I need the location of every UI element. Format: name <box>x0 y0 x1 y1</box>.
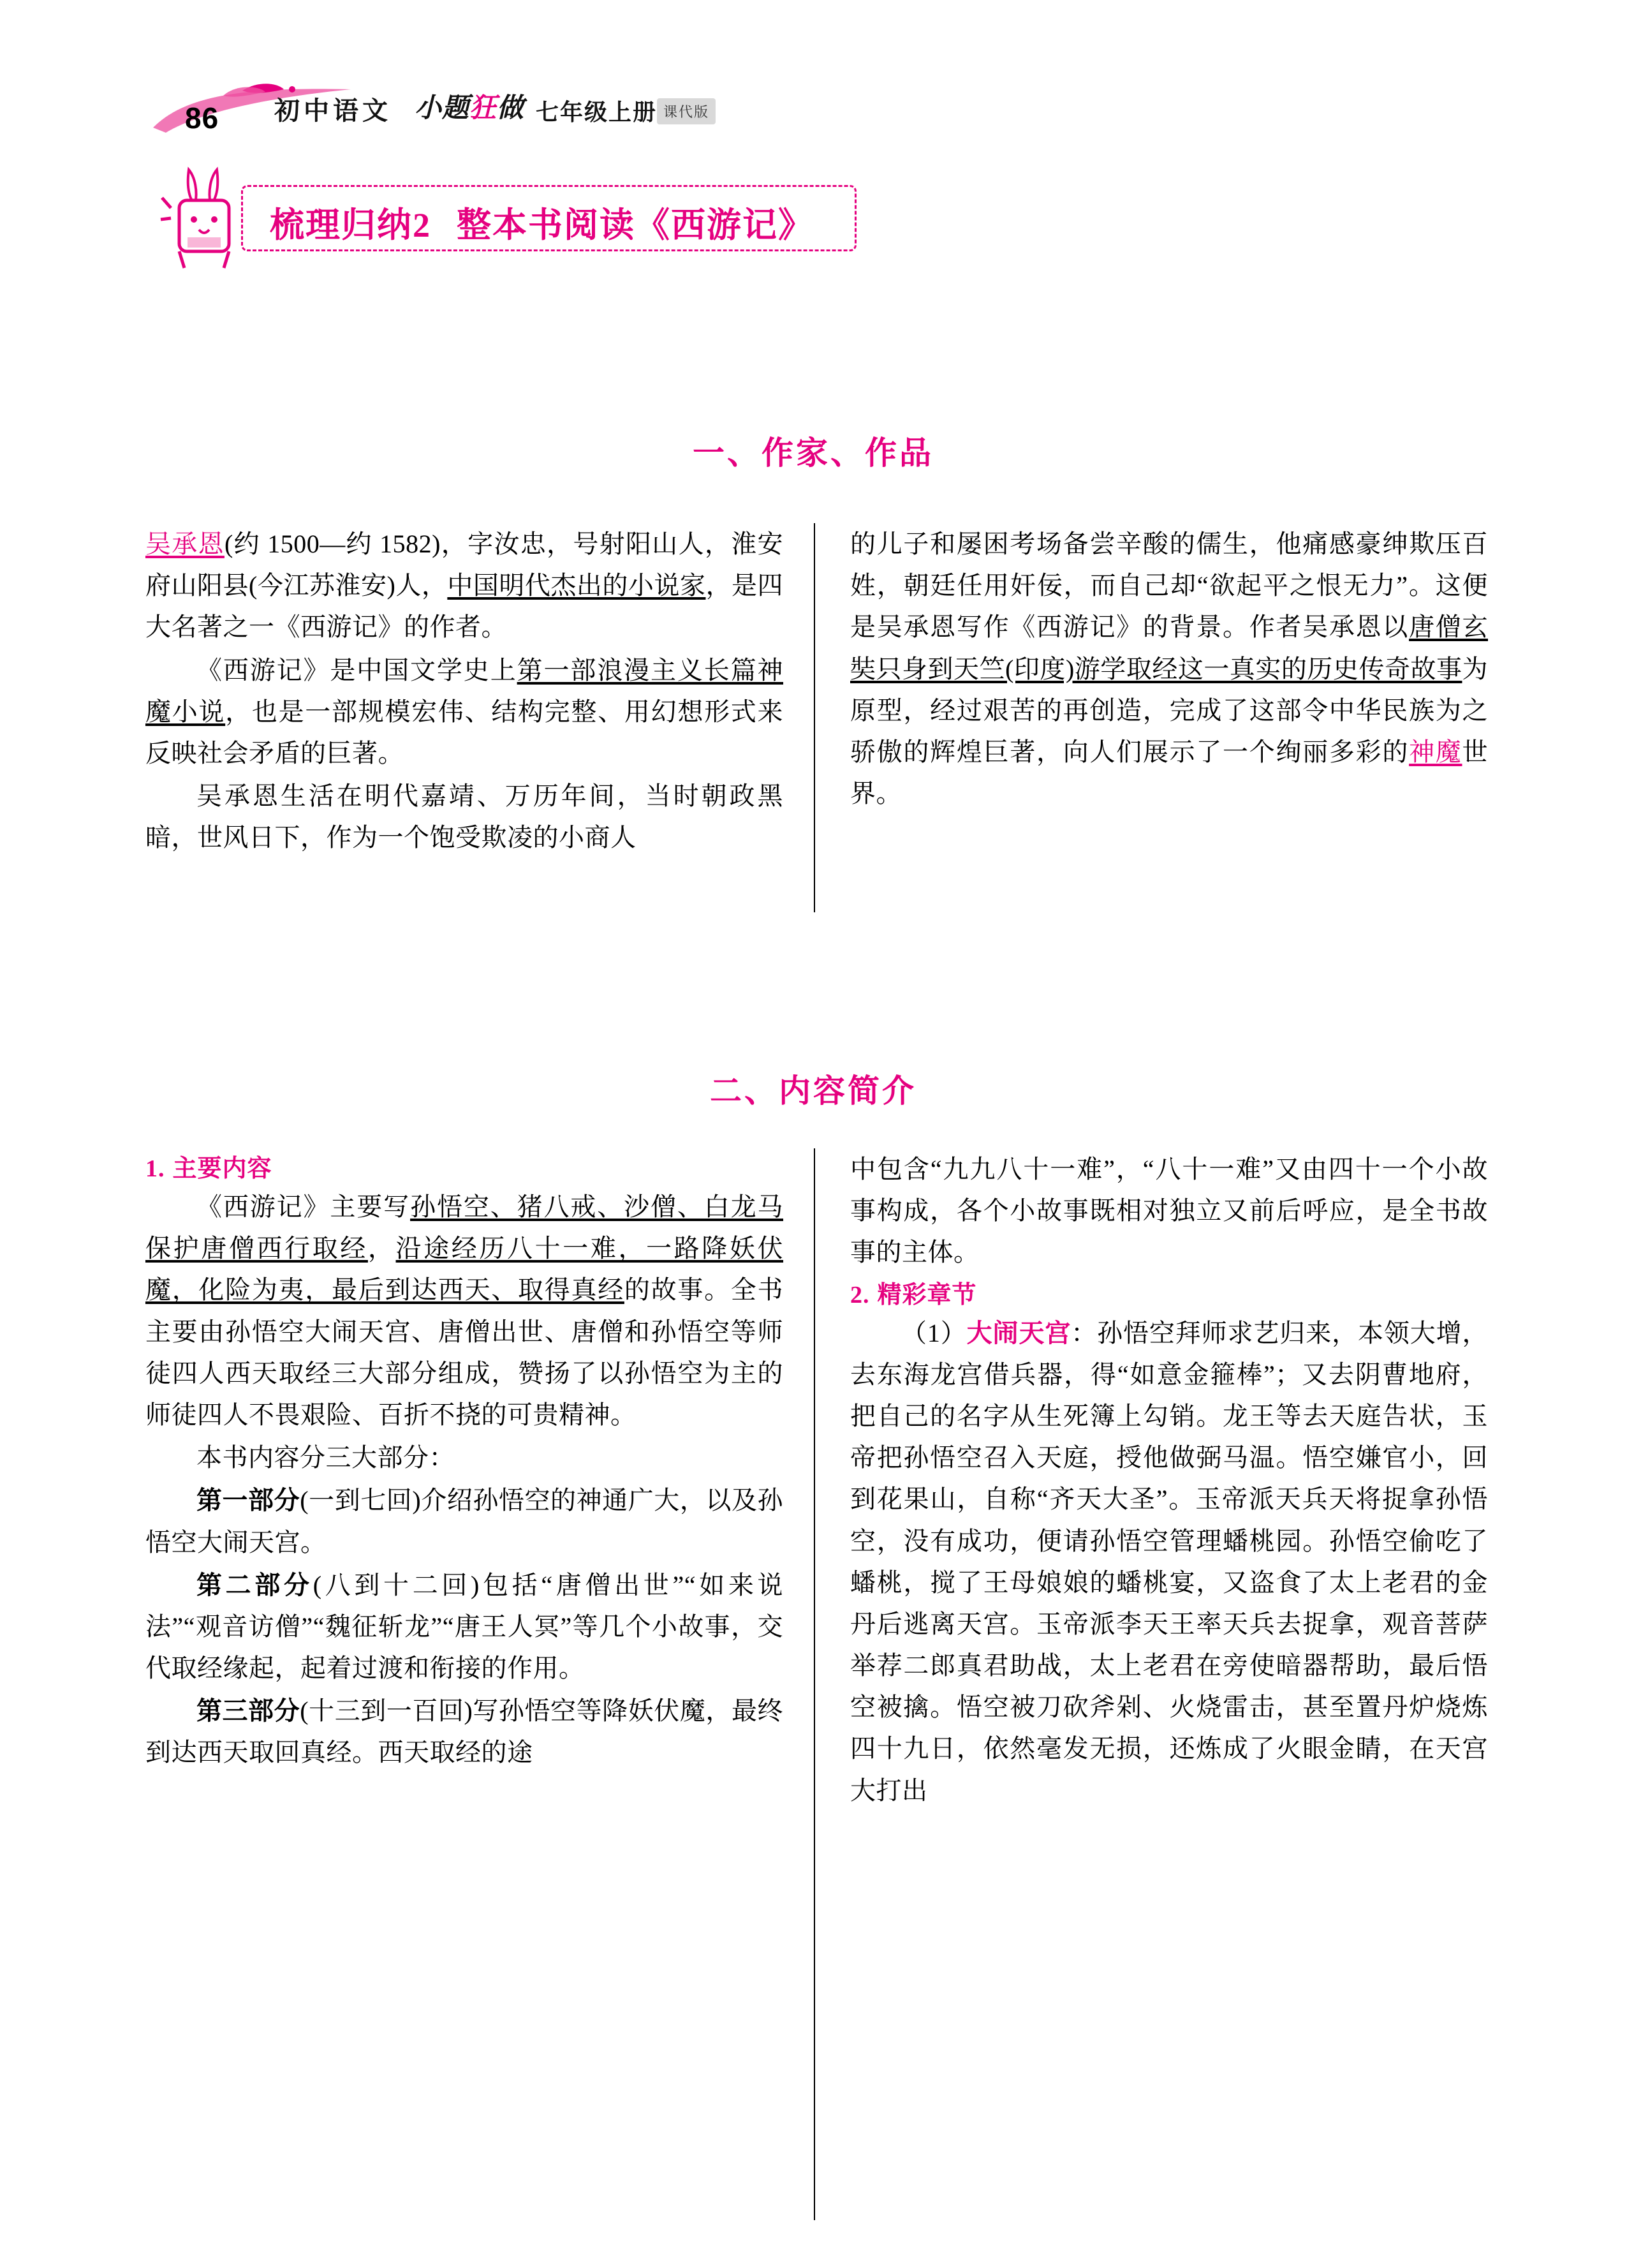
content-section-columns <box>145 1148 1488 2233</box>
content-column-right <box>850 1148 1488 1812</box>
author-left-text-run: 吴承恩生活在明代嘉靖、万历年间，当时朝政黑暗，世风日下，作为一个饱受欺凌的小商人 <box>145 782 783 852</box>
header-grade: 七年级上册 <box>536 100 658 125</box>
author-column-left <box>145 523 783 860</box>
banner-title-main: 梳理归纳2 <box>270 206 431 244</box>
content-right-bottom-text-run: 大闹天宫 <box>966 1318 1071 1347</box>
author-left-text-run: 中国明代杰出的小说家 <box>447 571 706 600</box>
content-left-paragraph <box>145 1564 783 1689</box>
author-left-paragraph <box>145 523 783 648</box>
content-left-text-run: (一到七回)介绍孙悟空的神通广大，以及孙悟空大闹天宫。 <box>145 1486 784 1557</box>
content-left-text-run: ， <box>367 1234 396 1263</box>
author-left-text-run: (约 1500—约 1582)，字汝忠，号射阳山人，淮安府山阳县(今江苏淮安)人， <box>145 530 784 600</box>
page-header <box>147 45 848 135</box>
author-section-columns <box>145 523 1488 938</box>
author-column-right <box>850 523 1488 815</box>
author-left-paragraph <box>145 649 783 775</box>
author-left-paragraph <box>145 775 783 858</box>
bunny-icon <box>158 163 254 278</box>
subheading-number: 1. <box>145 1155 165 1182</box>
content-right-bottom-text-run: （1） <box>901 1318 967 1347</box>
page-number: 86 <box>185 101 219 135</box>
brand-hot: 狂 <box>469 94 497 123</box>
content-left-text-run: 第三部分 <box>196 1696 300 1726</box>
content-left-text-run: 孙悟空、猪八戒、沙僧、白龙马保护唐僧西行取经 <box>145 1192 784 1263</box>
heading-author-works: 一、作家、作品 <box>693 435 934 471</box>
author-left-text-run: 《西游记》是中国文学史上 <box>196 655 517 685</box>
author-left-text-run: 第一部浪漫主义长篇神魔小说 <box>145 655 784 726</box>
banner-title-sub: 整本书阅读《西游记》 <box>457 206 814 244</box>
content-left-text-run: 《西游记》主要写 <box>196 1192 411 1221</box>
content-left-text-run: 第二部分 <box>196 1570 313 1599</box>
author-right-paragraph <box>850 523 1488 814</box>
author-right-text-run: 唐僧玄奘只身到天竺(印度)游学取经这一真实的历史传奇故事 <box>850 612 1489 683</box>
author-left-text-run: ，也是一部规模宏伟、结构完整、用幻想形式来反映社会矛盾的巨著。 <box>145 697 784 767</box>
brand-suffix: 做 <box>497 94 525 123</box>
content-left-text-run: 本书内容分三大部分： <box>196 1443 455 1472</box>
column-divider-2 <box>814 1148 815 2220</box>
author-right-text-run: 的儿子和屡困考场备尝辛酸的儒生，他痛感豪绅欺压百姓，朝廷任用奸佞，而自己却“欲起平之恨无力”。这便是吴承恩写作《西游记》的背景。作者吴承恩以 <box>850 530 1488 642</box>
subheading-highlight-chapters <box>850 1275 1488 1310</box>
subheading-text: 主要内容 <box>172 1155 272 1182</box>
content-left-paragraph <box>145 1186 783 1435</box>
subheading-number-2: 2. <box>850 1281 870 1308</box>
column-divider <box>814 523 815 912</box>
subheading-text-2: 精彩章节 <box>877 1281 977 1308</box>
banner-title <box>270 198 814 247</box>
content-column-left <box>145 1148 783 1775</box>
author-left-text-run: 吴承恩 <box>145 530 225 558</box>
author-right-text-run: 世界。 <box>850 737 1489 808</box>
content-left-text-run: 第一部分 <box>196 1486 300 1515</box>
content-left-text-run: 沿途经历八十一难，一路降妖伏魔，化险为夷，最后到达西天、取得真经 <box>145 1234 784 1305</box>
author-right-text-run: 为原型，经过艰苦的再创造，完成了这部令中华民族为之骄傲的辉煌巨著，向人们展示了一个绚丽多彩的 <box>850 654 1488 766</box>
content-right-top-text-run: 中包含“九九八十一难”，“八十一难”又由四十一个小故事构成，各个小故事既相对独立又前后呼应，是全书故事的主体。 <box>850 1155 1488 1267</box>
brand-prefix: 小题 <box>415 94 470 123</box>
subheading-main-content <box>145 1148 783 1183</box>
content-left-text-run: (十三到一百回)写孙悟空等降妖伏魔，最终到达西天取回真经。西天取经的途 <box>145 1696 784 1767</box>
content-left-paragraph <box>145 1690 783 1773</box>
content-left-text-run: (八到十二回)包括“唐僧出世”“如来说法”“观音访僧”“魏征斩龙”“唐王人冥”等几个小故事，交代取经缘起，起着过渡和衔接的作用。 <box>145 1570 783 1683</box>
content-right-bottom-text-run: ：孙悟空拜师求艺归来，本领大增，去东海龙宫借兵器，得“如意金箍棒”；又去阴曹地府，把自己的名字从生死簿上勾销。龙王等去天庭告状，玉帝把孙悟空召入天庭，授他做弼马温。悟空嫌官小，回到花果山，自称“齐天大圣”。玉帝派天兵天将捉拿孙悟空，没有成功，便请孙悟空管理蟠桃园。孙悟空偷吃了蟠桃，搅了王母娘娘的蟠桃宴，又盗食了太上老君的金丹后逃离天宫。玉帝派李天王率天兵去捉拿，观音菩萨举荐二郎真君助战，太上老君在旁使暗器帮助，最后悟空被擒。悟空被刀砍斧剁、火烧雷击，甚至置丹炉烧炼四十九日，依然毫发无损，还炼成了火眼金睛，在天宫大打出 <box>850 1318 1489 1805</box>
content-left-paragraph <box>145 1437 783 1478</box>
heading-content-summary: 二、内容简介 <box>710 1073 917 1109</box>
author-right-text-run: 神魔 <box>1409 737 1462 766</box>
header-edition-badge: 课代版 <box>657 98 716 124</box>
section-banner <box>145 179 866 262</box>
content-left-paragraph <box>145 1479 783 1562</box>
header-subject: 初中语文 <box>274 96 392 125</box>
author-left-text-run: ，是四大名著之一《西游记》的作者。 <box>145 571 784 642</box>
content-right-top-paragraph <box>850 1148 1488 1273</box>
header-brand <box>415 87 524 125</box>
content-left-text-run: 的故事。全书主要由孙悟空大闹天宫、唐僧出世、唐僧和孙悟空等师徒四人西天取经三大部分组成，赞扬了以孙悟空为主的师徒四人不畏艰险、百折不挠的可贵精神。 <box>145 1275 784 1429</box>
content-right-bottom-paragraph <box>850 1312 1488 1811</box>
